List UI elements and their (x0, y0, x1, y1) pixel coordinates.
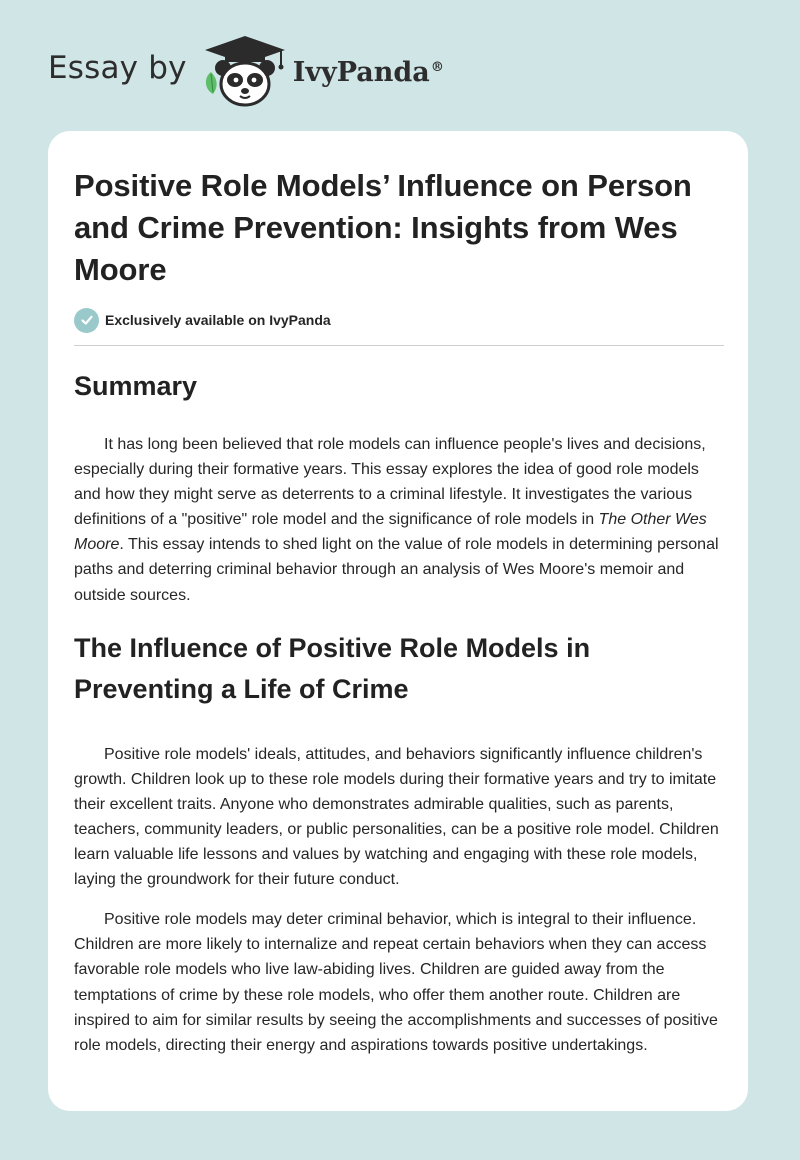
summary-paragraph: It has long been believed that role models can influence people's lives and decisions, especially during their formative years. This essay explores the idea of good role models and how they might serve as deterrents to a criminal lifestyle. It investigates the various definitions of a "positive" role model and the significance of role models in The Other Wes Moore. This essay intends to shed light on the value of role models in determining personal paths and deterring criminal behavior through an analysis of Wes Moore's memoir and outside sources. (74, 436, 719, 604)
divider (74, 345, 724, 346)
exclusive-badge (74, 307, 724, 333)
section-heading-summary: Summary (74, 371, 198, 401)
brand-prefix: Essay by (48, 50, 187, 86)
essay-card (48, 131, 748, 1111)
essay-content (74, 165, 724, 1058)
section-heading-influence: The Influence of Positive Role Models in Preventing a Life of Crime (74, 632, 591, 704)
checkmark-icon (74, 308, 99, 333)
essay-title: Positive Role Models’ Influence on Person and Crime Prevention: Insights from Wes Moore (74, 168, 692, 287)
brand-header (48, 34, 444, 108)
brand-name: IvyPanda® (292, 56, 444, 88)
panda-logo-icon (201, 34, 289, 108)
book-title: The Other Wes Moore (74, 511, 707, 554)
body-paragraph: Positive role models' ideals, attitudes, and behaviors significantly influence children's growth. Children look up to these role models during their formative years and try to imitate their excellent traits. Anyone who demonstrates admirable qualities, such as parents, teachers, community leaders, or public personalities, can be a positive role model. Children learn valuable life lessons and values by watching and engaging with these role models, laying the groundwork for their future conduct. (74, 745, 719, 889)
exclusive-label: Exclusively available on IvyPanda (105, 312, 331, 328)
body-paragraph: Positive role models may deter criminal behavior, which is integral to their influence. Children are more likely to internalize and repeat certain behaviors when they can access favorable role models who live law-abiding lives. Children are guided away from the temptations of crime by these role models, who offer them another route. Children are inspired to aim for similar results by seeing the accomplishments and successes of positive role models, directing their energy and aspirations towards positive undertakings. (74, 911, 718, 1054)
